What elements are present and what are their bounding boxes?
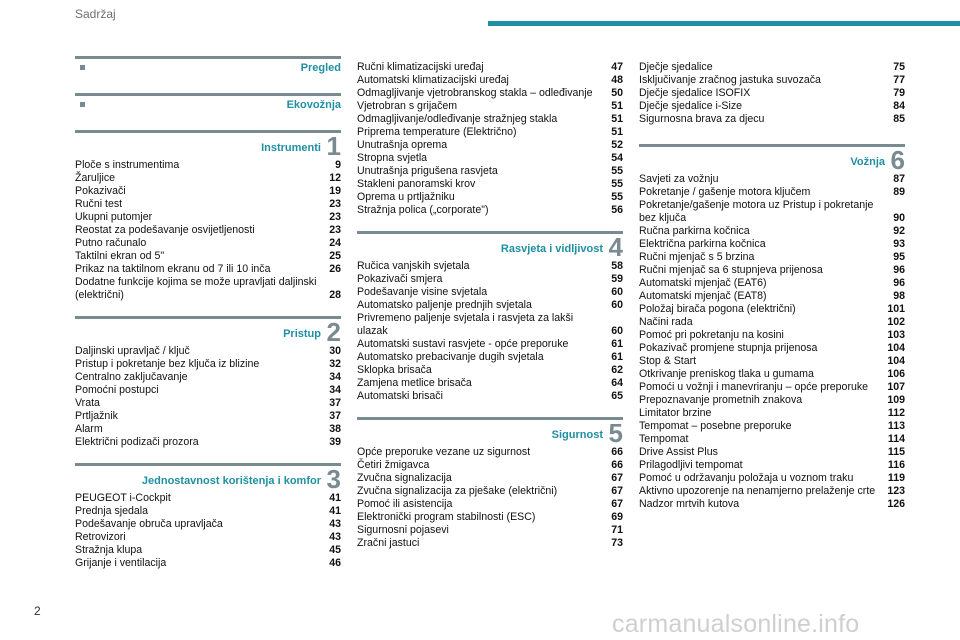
toc-entry[interactable]	[75, 397, 341, 410]
section-number: 5	[608, 418, 623, 448]
toc-entry[interactable]	[357, 524, 623, 537]
toc-entry-label: Pristup i pokretanje bez ključa iz blizine	[75, 358, 260, 370]
toc-entry-label: Pomoć ili asistencija	[357, 498, 453, 510]
toc-entry[interactable]	[357, 126, 623, 139]
toc-entry[interactable]	[357, 537, 623, 550]
toc-entry-page: 79	[893, 87, 905, 99]
toc-entry-label: Stop & Start	[639, 355, 697, 367]
toc-entry[interactable]	[357, 204, 623, 217]
toc-entry-label: Ručni mjenjač sa 6 stupnjeva prijenosa	[639, 264, 823, 276]
toc-entry-page: 23	[329, 211, 341, 223]
toc-entry-page: 41	[329, 492, 341, 504]
toc-entry[interactable]	[75, 198, 341, 211]
toc-entry[interactable]	[357, 191, 623, 204]
toc-entry[interactable]	[639, 87, 905, 100]
toc-entry[interactable]	[357, 498, 623, 511]
toc-entry[interactable]	[75, 250, 341, 263]
toc-entry[interactable]	[639, 433, 905, 446]
toc-entry-label: Zamjena metlice brisača	[357, 377, 472, 389]
toc-entry-label: Položaj birača pogona (električni)	[639, 303, 796, 315]
toc-entry-label: Pokazivač promjene stupnja prijenosa	[639, 342, 818, 354]
toc-entry-page: 48	[611, 74, 623, 86]
section-heading	[75, 463, 341, 492]
toc-section	[357, 417, 623, 550]
toc-entry[interactable]	[75, 159, 341, 172]
toc-entry-page: 114	[887, 433, 905, 445]
toc-entry-label: Automatski mjenjač (EAT8)	[639, 290, 767, 302]
toc-entry-page: 19	[329, 185, 341, 197]
toc-entry-page: 59	[611, 273, 623, 285]
toc-entry-label: Načini rada	[639, 316, 693, 328]
toc-entry[interactable]	[639, 498, 905, 511]
toc-entry-page: 46	[329, 557, 341, 569]
toc-entry-label: Taktilni ekran od 5"	[75, 250, 165, 262]
toc-entry-page: 28	[329, 289, 341, 301]
toc-entry-page: 107	[887, 381, 905, 393]
toc-entry-label: Dječje sjedalice	[639, 61, 713, 73]
toc-entry-label: Podešavanje visine svjetala	[357, 286, 488, 298]
section-title: Rasvjeta i vidljivost	[500, 243, 603, 255]
toc-section	[75, 316, 341, 449]
toc-entry[interactable]	[639, 368, 905, 381]
toc-entry-label: Zvučna signalizacija	[357, 472, 452, 484]
toc-entry-label: Automatski sustavi rasvjete - opće preporuke	[357, 338, 569, 350]
toc-entry[interactable]	[75, 211, 341, 224]
toc-entry-page: 39	[329, 436, 341, 448]
toc-entry-label: Automatsko prebacivanje dugih svjetala	[357, 351, 544, 363]
section-title: Sigurnost	[551, 429, 603, 441]
toc-entry[interactable]	[639, 420, 905, 433]
toc-entry[interactable]	[75, 410, 341, 423]
toc-entry-label: Odmagljivanje/odleđivanje stražnjeg stakla	[357, 113, 558, 125]
toc-entry-page: 89	[893, 186, 905, 198]
square-bullet-icon	[80, 102, 85, 107]
toc-entry[interactable]	[357, 100, 623, 113]
section-number: 4	[608, 232, 623, 262]
toc-entry[interactable]	[639, 407, 905, 420]
toc-entry-page: 123	[887, 485, 905, 497]
toc-entry-label: Savjeti za vožnju	[639, 173, 719, 185]
toc-entry[interactable]	[75, 185, 341, 198]
toc-entry-label: Tempomat	[639, 433, 689, 445]
toc-entry-label: Pomoć pri pokretanju na kosini	[639, 329, 784, 341]
toc-entry-page: 101	[887, 303, 905, 315]
toc-entry-page: 9	[335, 159, 341, 171]
toc-entry[interactable]	[357, 286, 623, 299]
toc-entry[interactable]	[639, 459, 905, 472]
toc-column-3	[639, 61, 905, 511]
toc-entry-page: 32	[329, 358, 341, 370]
toc-entry[interactable]	[75, 371, 341, 384]
section-number: 6	[890, 145, 905, 175]
toc-entry-label: Četiri žmigavca	[357, 459, 430, 471]
toc-entry[interactable]	[639, 303, 905, 316]
toc-entry-page: 95	[893, 251, 905, 263]
section-title: Pregled	[300, 62, 341, 74]
toc-entry-label: Drive Assist Plus	[639, 446, 718, 458]
toc-entry-page: 38	[329, 423, 341, 435]
toc-entry-label: Odmagljivanje vjetrobranskog stakla – odleđivanje	[357, 87, 593, 99]
toc-entry-page: 62	[611, 364, 623, 376]
toc-entry-label: Otkrivanje preniskog tlaka u gumama	[639, 368, 814, 380]
toc-entry-label: Pokretanje / gašenje motora ključem	[639, 186, 811, 198]
toc-entry-label: Vrata	[75, 397, 100, 409]
toc-entry[interactable]	[75, 492, 341, 505]
toc-entry-label: Električna parkirna kočnica	[639, 238, 766, 250]
toc-entry-page: 104	[887, 342, 905, 354]
toc-entry[interactable]	[639, 342, 905, 355]
toc-entry-page: 45	[329, 544, 341, 556]
toc-entry-page: 84	[893, 100, 905, 112]
toc-entry-label: Pokazivači smjera	[357, 273, 443, 285]
toc-entry-page: 77	[893, 74, 905, 86]
toc-entry[interactable]	[75, 436, 341, 449]
toc-entry-page: 87	[893, 173, 905, 185]
toc-entry-label: Stražnja klupa	[75, 544, 143, 556]
toc-entry[interactable]	[357, 273, 623, 286]
toc-entry[interactable]	[357, 113, 623, 126]
toc-entry[interactable]	[357, 178, 623, 191]
toc-entry-label: Ukupni putomjer	[75, 211, 153, 223]
toc-entry[interactable]	[75, 505, 341, 518]
toc-entry-page: 98	[893, 290, 905, 302]
section-title: Jednostavnost korištenja i komfor	[141, 475, 321, 487]
section-heading	[357, 417, 623, 446]
toc-entry-label: Vjetrobran s grijačem	[357, 100, 458, 112]
toc-entry-label: Sigurnosni pojasevi	[357, 524, 449, 536]
section-heading	[75, 316, 341, 345]
toc-entry[interactable]	[75, 518, 341, 531]
toc-entry-label: Automatsko paljenje prednjih svjetala	[357, 299, 532, 311]
toc-entry-page: 43	[329, 518, 341, 530]
toc-entry-page: 12	[329, 172, 341, 184]
section-heading	[75, 130, 341, 159]
toc-entry-page: 104	[887, 355, 905, 367]
toc-entry-label: Nadzor mrtvih kutova	[639, 498, 740, 510]
toc-entry[interactable]	[75, 384, 341, 397]
toc-entry-page: 65	[611, 390, 623, 402]
toc-entry-page: 67	[611, 472, 623, 484]
toc-entry-label: PEUGEOT i-Cockpit	[75, 492, 171, 504]
toc-entry[interactable]	[639, 264, 905, 277]
toc-entry-label: Ručica vanjskih svjetala	[357, 260, 470, 272]
toc-entry-page: 61	[611, 351, 623, 363]
toc-entry-page: 66	[611, 446, 623, 458]
toc-entry-label: Prednja sjedala	[75, 505, 149, 517]
toc-entry-label: Elektronički program stabilnosti (ESC)	[357, 511, 536, 523]
toc-entry-page: 103	[887, 329, 905, 341]
toc-entry-page: 43	[329, 531, 341, 543]
toc-entry[interactable]	[639, 251, 905, 264]
toc-entry-label: Stakleni panoramski krov	[357, 178, 476, 190]
section-number: 1	[326, 131, 341, 161]
toc-entry-page: 102	[887, 316, 905, 328]
toc-entry[interactable]	[357, 260, 623, 273]
toc-entry[interactable]	[639, 277, 905, 290]
toc-entry[interactable]	[357, 377, 623, 390]
toc-entry-page: 60	[611, 299, 623, 311]
toc-entry-label: Unutrašnja prigušena rasvjeta	[357, 165, 498, 177]
toc-entry-label: Pokretanje/gašenje motora uz Pristup i pokretanje bez ključa	[639, 199, 874, 224]
toc-entry[interactable]	[639, 100, 905, 113]
toc-entry-label: Stražnja polica („corporate")	[357, 204, 489, 216]
toc-entry-page: 54	[611, 152, 623, 164]
toc-entry-page: 61	[611, 338, 623, 350]
toc-entry-page: 85	[893, 113, 905, 125]
toc-entry-label: Ručni klimatizacijski uređaj	[357, 61, 484, 73]
toc-entry-page: 51	[611, 113, 623, 125]
toc-entry-label: Alarm	[75, 423, 103, 435]
toc-entry[interactable]	[639, 61, 905, 74]
toc-entry-page: 30	[329, 345, 341, 357]
toc-entry-label: Tempomat – posebne preporuke	[639, 420, 792, 432]
toc-entry-page: 47	[611, 61, 623, 73]
toc-entry-label: Dječje sjedalice ISOFIX	[639, 87, 751, 99]
toc-entry-page: 126	[887, 498, 905, 510]
toc-entry-label: Dodatne funkcije kojima se može upravljati daljinski (električni)	[75, 276, 317, 301]
toc-entry[interactable]	[357, 390, 623, 403]
toc-entry[interactable]	[357, 61, 623, 74]
toc-entry[interactable]	[357, 459, 623, 472]
toc-entry-page: 26	[329, 263, 341, 275]
toc-entry[interactable]	[75, 276, 341, 302]
toc-entry-label: Žaruljice	[75, 172, 116, 184]
toc-entry-page: 58	[611, 260, 623, 272]
toc-entry-page: 71	[611, 524, 623, 536]
toc-entry-page: 112	[887, 407, 905, 419]
toc-entry-label: Putno računalo	[75, 237, 147, 249]
toc-entry[interactable]	[639, 173, 905, 186]
toc-section	[75, 56, 341, 79]
toc-entry-page: 92	[893, 225, 905, 237]
toc-entry-label: Aktivno upozorenje na nenamjerno prelaženje crte	[639, 485, 876, 497]
toc-entry[interactable]	[357, 472, 623, 485]
toc-entry[interactable]	[357, 312, 623, 338]
toc-entry-page: 41	[329, 505, 341, 517]
toc-entry-label: Automatski klimatizacijski uređaj	[357, 74, 509, 86]
toc-section	[357, 231, 623, 403]
section-title: Instrumenti	[261, 142, 321, 154]
toc-section	[639, 61, 905, 126]
toc-entry[interactable]	[357, 74, 623, 87]
toc-entry-page: 67	[611, 485, 623, 497]
toc-entry-label: Ručni test	[75, 198, 123, 210]
section-title: Vožnja	[850, 156, 885, 168]
toc-entry-page: 60	[611, 286, 623, 298]
toc-entry-label: Opće preporuke vezane uz sigurnost	[357, 446, 531, 458]
toc-entry-page: 119	[887, 472, 905, 484]
toc-entry-page: 55	[611, 191, 623, 203]
toc-entry-label: Pomoći u vožnji i manevriranju – opće preporuke	[639, 381, 869, 393]
toc-entry[interactable]	[639, 316, 905, 329]
toc-entry-label: Privremeno paljenje svjetala i rasvjeta za lakši ulazak	[357, 312, 574, 337]
toc-entry[interactable]	[639, 446, 905, 459]
toc-entry-page: 37	[329, 410, 341, 422]
toc-entry[interactable]	[75, 544, 341, 557]
toc-entry[interactable]	[639, 381, 905, 394]
section-title: Ekovožnja	[286, 99, 341, 111]
toc-entry[interactable]	[357, 446, 623, 459]
toc-entry-label: Prikaz na taktilnom ekranu od 7 ili 10 inča	[75, 263, 271, 275]
toc-entry-label: Pomoć u održavanju položaja u voznom traku	[639, 472, 854, 484]
toc-entry-page: 52	[611, 139, 623, 151]
toc-entry-page: 50	[611, 87, 623, 99]
toc-entry-page: 109	[887, 394, 905, 406]
toc-entry-page: 60	[611, 325, 623, 337]
toc-entry[interactable]	[357, 351, 623, 364]
toc-entry-page: 96	[893, 277, 905, 289]
toc-entry-page: 90	[893, 212, 905, 224]
toc-entry[interactable]	[639, 238, 905, 251]
toc-entry[interactable]	[75, 237, 341, 250]
toc-entry-label: Ručna parkirna kočnica	[639, 225, 750, 237]
toc-entry-page: 66	[611, 459, 623, 471]
section-heading	[75, 93, 341, 116]
header-accent-bar	[488, 21, 960, 26]
toc-entry-label: Dječje sjedalice i-Size	[639, 100, 743, 112]
toc-entry-label: Oprema u prtljažniku	[357, 191, 455, 203]
toc-entry[interactable]	[357, 485, 623, 498]
toc-entry-page: 64	[611, 377, 623, 389]
toc-section	[75, 130, 341, 302]
toc-entry-page: 34	[329, 371, 341, 383]
toc-column-1	[75, 56, 341, 570]
toc-entry-page: 73	[611, 537, 623, 549]
toc-entry-label: Sklopka brisača	[357, 364, 432, 376]
toc-entry[interactable]	[639, 394, 905, 407]
toc-entry[interactable]	[639, 485, 905, 498]
toc-entry[interactable]	[357, 364, 623, 377]
toc-entry[interactable]	[639, 290, 905, 303]
toc-entry-label: Automatski brisači	[357, 390, 443, 402]
toc-entry-label: Zračni jastuci	[357, 537, 420, 549]
toc-entry-label: Retrovizori	[75, 531, 126, 543]
toc-entry-page: 67	[611, 498, 623, 510]
section-heading	[75, 56, 341, 79]
toc-entry-label: Prilagodljivi tempomat	[639, 459, 743, 471]
toc-entry[interactable]	[639, 355, 905, 368]
toc-entry[interactable]	[357, 165, 623, 178]
toc-entry-label: Pokazivači	[75, 185, 126, 197]
toc-entry[interactable]	[639, 199, 905, 225]
toc-entry-label: Sigurnosna brava za djecu	[639, 113, 765, 125]
toc-entry-label: Daljinski upravljač / ključ	[75, 345, 190, 357]
toc-entry-page: 106	[887, 368, 905, 380]
toc-entry-label: Automatski mjenjač (EAT6)	[639, 277, 767, 289]
toc-entry-page: 37	[329, 397, 341, 409]
toc-entry[interactable]	[639, 225, 905, 238]
toc-entry-page: 69	[611, 511, 623, 523]
toc-entry[interactable]	[75, 263, 341, 276]
toc-entry-page: 55	[611, 178, 623, 190]
toc-entry[interactable]	[75, 423, 341, 436]
toc-entry-page: 23	[329, 224, 341, 236]
toc-entry-page: 96	[893, 264, 905, 276]
toc-entry-label: Ploče s instrumentima	[75, 159, 180, 171]
section-number: 2	[326, 317, 341, 347]
toc-entry-label: Reostat za podešavanje osvijetljenosti	[75, 224, 255, 236]
toc-entry[interactable]	[639, 472, 905, 485]
toc-entry-label: Električni podizači prozora	[75, 436, 199, 448]
toc-entry-label: Isključivanje zračnog jastuka suvozača	[639, 74, 821, 86]
toc-entry[interactable]	[357, 299, 623, 312]
toc-entry[interactable]	[639, 113, 905, 126]
toc-entry-page: 115	[887, 446, 905, 458]
toc-entry[interactable]	[639, 329, 905, 342]
toc-column-2	[357, 61, 623, 550]
toc-entry-label: Priprema temperature (Električno)	[357, 126, 517, 138]
toc-entry-label: Zvučna signalizacija za pješake (električni)	[357, 485, 558, 497]
page-number: 2	[34, 604, 41, 618]
section-heading	[357, 231, 623, 260]
toc-entry-label: Ručni mjenjač s 5 brzina	[639, 251, 755, 263]
toc-section	[639, 144, 905, 511]
toc-entry-page: 25	[329, 250, 341, 262]
section-heading	[639, 144, 905, 173]
toc-entry-label: Prtljažnik	[75, 410, 118, 422]
toc-entry[interactable]	[639, 74, 905, 87]
toc-section	[357, 61, 623, 217]
toc-entry-page: 113	[887, 420, 905, 432]
toc-entry-page: 75	[893, 61, 905, 73]
square-bullet-icon	[80, 65, 85, 70]
toc-entry-page: 56	[611, 204, 623, 216]
section-number: 3	[326, 464, 341, 494]
section-title: Pristup	[283, 328, 321, 340]
toc-entry-page: 51	[611, 126, 623, 138]
toc-entry-label: Unutrašnja oprema	[357, 139, 448, 151]
toc-entry-page: 34	[329, 384, 341, 396]
toc-entry[interactable]	[357, 511, 623, 524]
toc-entry-label: Stropna svjetla	[357, 152, 428, 164]
toc-entry[interactable]	[75, 358, 341, 371]
toc-entry[interactable]	[75, 224, 341, 237]
page-header-title: Sadržaj	[75, 7, 116, 21]
toc-section	[75, 93, 341, 116]
watermark: carmanualsonline.info	[612, 610, 860, 638]
toc-entry-label: Prepoznavanje prometnih znakova	[639, 394, 803, 406]
toc-entry-label: Grijanje i ventilacija	[75, 557, 167, 569]
toc-entry[interactable]	[75, 345, 341, 358]
toc-entry-label: Limitator brzine	[639, 407, 712, 419]
toc-entry[interactable]	[357, 87, 623, 100]
toc-entry-label: Centralno zaključavanje	[75, 371, 188, 383]
toc-entry-label: Podešavanje obruča upravljača	[75, 518, 223, 530]
toc-entry[interactable]	[75, 531, 341, 544]
toc-entry-page: 93	[893, 238, 905, 250]
toc-entry-page: 24	[329, 237, 341, 249]
toc-entry-page: 23	[329, 198, 341, 210]
toc-entry-page: 116	[887, 459, 905, 471]
toc-entry[interactable]	[75, 557, 341, 570]
toc-section	[75, 463, 341, 570]
toc-entry[interactable]	[357, 152, 623, 165]
toc-entry-page: 51	[611, 100, 623, 112]
toc-entry[interactable]	[75, 172, 341, 185]
toc-entry[interactable]	[357, 139, 623, 152]
toc-entry-page: 55	[611, 165, 623, 177]
toc-entry[interactable]	[357, 338, 623, 351]
toc-entry-label: Pomoćni postupci	[75, 384, 159, 396]
toc-entry[interactable]	[639, 186, 905, 199]
